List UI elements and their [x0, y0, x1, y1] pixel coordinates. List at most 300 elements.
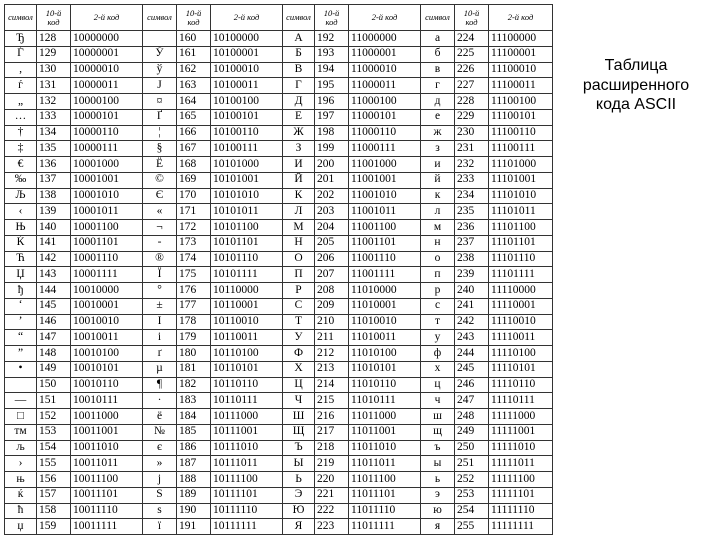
symbol-cell: џ [5, 519, 37, 535]
decimal-cell: 149 [37, 361, 71, 377]
symbol-cell: ї [143, 519, 177, 535]
symbol-cell: ¶ [143, 377, 177, 393]
decimal-cell: 238 [455, 251, 489, 267]
table-row [5, 487, 553, 503]
symbol-cell: ’ [5, 314, 37, 330]
decimal-cell: 145 [37, 298, 71, 314]
decimal-cell: 230 [455, 125, 489, 141]
symbol-cell: ѕ [143, 503, 177, 519]
symbol-cell: Ќ [5, 235, 37, 251]
decimal-cell: 169 [177, 172, 211, 188]
decimal-cell: 180 [177, 346, 211, 362]
table-row [5, 204, 553, 220]
decimal-cell: 255 [455, 519, 489, 535]
decimal-cell: 242 [455, 314, 489, 330]
symbol-cell: ф [421, 346, 455, 362]
binary-cell: 11010100 [349, 346, 421, 362]
decimal-cell: 162 [177, 62, 211, 78]
decimal-cell: 249 [455, 424, 489, 440]
decimal-cell: 153 [37, 424, 71, 440]
symbol-cell: ° [143, 283, 177, 299]
symbol-cell: Л [283, 204, 315, 220]
binary-cell: 10000111 [71, 141, 143, 157]
decimal-cell: 140 [37, 220, 71, 236]
header-binary-code: 2-й код [71, 5, 143, 31]
decimal-cell: 235 [455, 204, 489, 220]
symbol-cell: › [5, 456, 37, 472]
binary-cell: 10011011 [71, 456, 143, 472]
decimal-cell: 139 [37, 204, 71, 220]
binary-cell: 10101100 [211, 220, 283, 236]
decimal-cell: 161 [177, 46, 211, 62]
binary-cell: 10110001 [211, 298, 283, 314]
symbol-cell: в [421, 62, 455, 78]
decimal-cell: 178 [177, 314, 211, 330]
decimal-cell: 206 [315, 251, 349, 267]
decimal-cell: 163 [177, 78, 211, 94]
binary-cell: 11000111 [349, 141, 421, 157]
decimal-cell: 160 [177, 31, 211, 47]
decimal-cell: 234 [455, 188, 489, 204]
binary-cell: 11111110 [489, 503, 553, 519]
symbol-cell: щ [421, 424, 455, 440]
binary-cell: 10000101 [71, 109, 143, 125]
binary-cell: 10001010 [71, 188, 143, 204]
decimal-cell: 189 [177, 487, 211, 503]
decimal-cell: 134 [37, 125, 71, 141]
symbol-cell: З [283, 141, 315, 157]
symbol-cell: ‘ [5, 298, 37, 314]
decimal-cell: 207 [315, 267, 349, 283]
table-row [5, 440, 553, 456]
symbol-cell: о [421, 251, 455, 267]
decimal-cell: 236 [455, 220, 489, 236]
decimal-cell: 156 [37, 472, 71, 488]
binary-cell: 10110011 [211, 330, 283, 346]
table-row [5, 472, 553, 488]
decimal-cell: 135 [37, 141, 71, 157]
decimal-cell: 151 [37, 393, 71, 409]
symbol-cell: Љ [5, 188, 37, 204]
header-decimal-code: 10-й код [177, 5, 211, 31]
decimal-cell: 185 [177, 424, 211, 440]
table-row [5, 78, 553, 94]
symbol-cell: Ф [283, 346, 315, 362]
decimal-cell: 227 [455, 78, 489, 94]
binary-cell: 11011000 [349, 409, 421, 425]
symbol-cell: Ы [283, 456, 315, 472]
symbol-cell: С [283, 298, 315, 314]
symbol-cell: □ [5, 409, 37, 425]
decimal-cell: 216 [315, 409, 349, 425]
binary-cell: 10001110 [71, 251, 143, 267]
binary-cell: 10011010 [71, 440, 143, 456]
symbol-cell: Ж [283, 125, 315, 141]
caption-line: кода ASCII [595, 96, 677, 114]
binary-cell: 10001001 [71, 172, 143, 188]
symbol-cell: Џ [5, 267, 37, 283]
binary-cell: 11101001 [489, 172, 553, 188]
decimal-cell: 232 [455, 157, 489, 173]
binary-cell: 10010001 [71, 298, 143, 314]
decimal-cell: 205 [315, 235, 349, 251]
symbol-cell: „ [5, 94, 37, 110]
decimal-cell: 148 [37, 346, 71, 362]
decimal-cell: 209 [315, 298, 349, 314]
symbol-cell: э [421, 487, 455, 503]
binary-cell: 10011001 [71, 424, 143, 440]
symbol-cell: ‡ [5, 141, 37, 157]
binary-cell: 10111011 [211, 456, 283, 472]
symbol-cell: Н [283, 235, 315, 251]
symbol-cell: тм [5, 424, 37, 440]
binary-cell: 11001110 [349, 251, 421, 267]
binary-cell: 10100110 [211, 125, 283, 141]
decimal-cell: 141 [37, 235, 71, 251]
binary-cell: 10010101 [71, 361, 143, 377]
symbol-cell: ± [143, 298, 177, 314]
symbol-cell: Ѓ [5, 46, 37, 62]
decimal-cell: 170 [177, 188, 211, 204]
decimal-cell: 217 [315, 424, 349, 440]
decimal-cell: 138 [37, 188, 71, 204]
symbol-cell: · [143, 393, 177, 409]
decimal-cell: 199 [315, 141, 349, 157]
symbol-cell: й [421, 172, 455, 188]
decimal-cell: 202 [315, 188, 349, 204]
symbol-cell: ќ [5, 487, 37, 503]
decimal-cell: 198 [315, 125, 349, 141]
decimal-cell: 142 [37, 251, 71, 267]
table-row [5, 188, 553, 204]
symbol-cell: з [421, 141, 455, 157]
decimal-cell: 132 [37, 94, 71, 110]
table-row [5, 393, 553, 409]
binary-cell: 10101101 [211, 235, 283, 251]
table-row [5, 314, 553, 330]
binary-cell: 10001101 [71, 235, 143, 251]
binary-cell: 10011110 [71, 503, 143, 519]
symbol-cell: ¬ [143, 220, 177, 236]
binary-cell: 10100001 [211, 46, 283, 62]
symbol-cell: Ї [143, 267, 177, 283]
binary-cell: 10001111 [71, 267, 143, 283]
decimal-cell: 183 [177, 393, 211, 409]
binary-cell: 10100000 [211, 31, 283, 47]
decimal-cell: 250 [455, 440, 489, 456]
binary-cell: 10000110 [71, 125, 143, 141]
binary-cell: 11111011 [489, 456, 553, 472]
caption-line: расширенного [582, 76, 690, 94]
decimal-cell: 172 [177, 220, 211, 236]
symbol-cell: ” [5, 346, 37, 362]
binary-cell: 11000010 [349, 62, 421, 78]
symbol-cell: § [143, 141, 177, 157]
symbol-cell: “ [5, 330, 37, 346]
table-row [5, 409, 553, 425]
symbol-cell: » [143, 456, 177, 472]
caption-line: Таблица [604, 57, 668, 74]
binary-cell: 10100100 [211, 94, 283, 110]
binary-cell: 10100111 [211, 141, 283, 157]
decimal-cell: 244 [455, 346, 489, 362]
symbol-cell: Д [283, 94, 315, 110]
header-decimal-code: 10-й код [315, 5, 349, 31]
binary-cell: 10011111 [71, 519, 143, 535]
binary-cell: 10110100 [211, 346, 283, 362]
binary-cell: 11010110 [349, 377, 421, 393]
binary-cell: 11100110 [489, 125, 553, 141]
symbol-cell: т [421, 314, 455, 330]
binary-cell: 11110110 [489, 377, 553, 393]
symbol-cell: Є [143, 188, 177, 204]
symbol-cell: х [421, 361, 455, 377]
binary-cell: 10101000 [211, 157, 283, 173]
symbol-cell: © [143, 172, 177, 188]
binary-cell: 10010100 [71, 346, 143, 362]
binary-cell: 10000011 [71, 78, 143, 94]
symbol-cell: ѓ [5, 78, 37, 94]
binary-cell: 11010111 [349, 393, 421, 409]
decimal-cell: 194 [315, 62, 349, 78]
symbol-cell: … [5, 109, 37, 125]
symbol-cell: - [143, 235, 177, 251]
symbol-cell: н [421, 235, 455, 251]
decimal-cell: 218 [315, 440, 349, 456]
symbol-cell: ь [421, 472, 455, 488]
binary-cell: 11011111 [349, 519, 421, 535]
symbol-cell: і [143, 330, 177, 346]
table-row [5, 456, 553, 472]
symbol-cell [5, 377, 37, 393]
table-row [5, 503, 553, 519]
table-row [5, 157, 553, 173]
table-body [5, 31, 553, 535]
binary-cell: 11111111 [489, 519, 553, 535]
decimal-cell: 219 [315, 456, 349, 472]
symbol-cell: Ю [283, 503, 315, 519]
decimal-cell: 225 [455, 46, 489, 62]
symbol-cell: Т [283, 314, 315, 330]
binary-cell: 11011010 [349, 440, 421, 456]
binary-cell: 11101101 [489, 235, 553, 251]
binary-cell: 11001000 [349, 157, 421, 173]
binary-cell: 10111010 [211, 440, 283, 456]
decimal-cell: 245 [455, 361, 489, 377]
decimal-cell: 143 [37, 267, 71, 283]
decimal-cell: 157 [37, 487, 71, 503]
symbol-cell: Ј [143, 78, 177, 94]
binary-cell: 10111111 [211, 519, 283, 535]
symbol-cell: « [143, 204, 177, 220]
symbol-cell: Ц [283, 377, 315, 393]
binary-cell: 11001010 [349, 188, 421, 204]
symbol-cell: к [421, 188, 455, 204]
decimal-cell: 167 [177, 141, 211, 157]
symbol-cell: ‚ [5, 62, 37, 78]
decimal-cell: 177 [177, 298, 211, 314]
binary-cell: 11011110 [349, 503, 421, 519]
table-row [5, 31, 553, 47]
binary-cell: 10011000 [71, 409, 143, 425]
decimal-cell: 173 [177, 235, 211, 251]
symbol-cell: ў [143, 62, 177, 78]
table-row [5, 125, 553, 141]
binary-cell: 11000001 [349, 46, 421, 62]
decimal-cell: 165 [177, 109, 211, 125]
decimal-cell: 184 [177, 409, 211, 425]
table-row [5, 251, 553, 267]
symbol-cell: ® [143, 251, 177, 267]
header-binary-code: 2-й код [489, 5, 553, 31]
binary-cell: 11110100 [489, 346, 553, 362]
binary-cell: 11110111 [489, 393, 553, 409]
symbol-cell: € [5, 157, 37, 173]
ascii-table [4, 4, 553, 535]
symbol-cell: Ђ [5, 31, 37, 47]
binary-cell: 10000001 [71, 46, 143, 62]
binary-cell: 10111110 [211, 503, 283, 519]
binary-cell: 11101110 [489, 251, 553, 267]
binary-cell: 10011100 [71, 472, 143, 488]
symbol-cell: № [143, 424, 177, 440]
binary-cell: 11010101 [349, 361, 421, 377]
binary-cell: 11000101 [349, 109, 421, 125]
table-row [5, 94, 553, 110]
decimal-cell: 193 [315, 46, 349, 62]
symbol-cell: П [283, 267, 315, 283]
binary-cell: 11001001 [349, 172, 421, 188]
decimal-cell: 150 [37, 377, 71, 393]
decimal-cell: 212 [315, 346, 349, 362]
binary-cell: 10101110 [211, 251, 283, 267]
table-row [5, 361, 553, 377]
decimal-cell: 222 [315, 503, 349, 519]
symbol-cell: ¤ [143, 94, 177, 110]
table-row [5, 172, 553, 188]
binary-cell: 11001111 [349, 267, 421, 283]
binary-cell: 10101011 [211, 204, 283, 220]
decimal-cell: 215 [315, 393, 349, 409]
decimal-cell: 203 [315, 204, 349, 220]
symbol-cell: ю [421, 503, 455, 519]
binary-cell: 10000010 [71, 62, 143, 78]
symbol-cell: љ [5, 440, 37, 456]
table-row [5, 283, 553, 299]
binary-cell: 10001011 [71, 204, 143, 220]
decimal-cell: 168 [177, 157, 211, 173]
binary-cell: 11101011 [489, 204, 553, 220]
symbol-cell: Г [283, 78, 315, 94]
binary-cell: 11101111 [489, 267, 553, 283]
symbol-cell: Р [283, 283, 315, 299]
decimal-cell: 181 [177, 361, 211, 377]
header-symbol: символ [283, 5, 315, 31]
decimal-cell: 247 [455, 393, 489, 409]
header-symbol: символ [421, 5, 455, 31]
table-row [5, 267, 553, 283]
decimal-cell: 233 [455, 172, 489, 188]
decimal-cell: 179 [177, 330, 211, 346]
binary-cell: 10111001 [211, 424, 283, 440]
symbol-cell: е [421, 109, 455, 125]
decimal-cell: 237 [455, 235, 489, 251]
binary-cell: 10101111 [211, 267, 283, 283]
symbol-cell: И [283, 157, 315, 173]
decimal-cell: 152 [37, 409, 71, 425]
binary-cell: 10011101 [71, 487, 143, 503]
binary-cell: 11000000 [349, 31, 421, 47]
decimal-cell: 254 [455, 503, 489, 519]
decimal-cell: 182 [177, 377, 211, 393]
binary-cell: 11100111 [489, 141, 553, 157]
decimal-cell: 252 [455, 472, 489, 488]
decimal-cell: 195 [315, 78, 349, 94]
decimal-cell: 210 [315, 314, 349, 330]
binary-cell: 11001100 [349, 220, 421, 236]
binary-cell: 11100000 [489, 31, 553, 47]
binary-cell: 11110000 [489, 283, 553, 299]
binary-cell: 10100101 [211, 109, 283, 125]
table-header-row [5, 5, 553, 31]
table-row [5, 519, 553, 535]
decimal-cell: 164 [177, 94, 211, 110]
decimal-cell: 223 [315, 519, 349, 535]
decimal-cell: 155 [37, 456, 71, 472]
decimal-cell: 200 [315, 157, 349, 173]
binary-cell: 11010000 [349, 283, 421, 299]
decimal-cell: 228 [455, 94, 489, 110]
table-row [5, 330, 553, 346]
decimal-cell: 171 [177, 204, 211, 220]
symbol-cell: Ь [283, 472, 315, 488]
decimal-cell: 197 [315, 109, 349, 125]
binary-cell: 11010010 [349, 314, 421, 330]
decimal-cell: 154 [37, 440, 71, 456]
table-row [5, 377, 553, 393]
header-symbol: символ [5, 5, 37, 31]
decimal-cell: 214 [315, 377, 349, 393]
decimal-cell: 204 [315, 220, 349, 236]
decimal-cell: 187 [177, 456, 211, 472]
decimal-cell: 144 [37, 283, 71, 299]
table-row [5, 346, 553, 362]
binary-cell: 10000000 [71, 31, 143, 47]
symbol-cell: Њ [5, 220, 37, 236]
symbol-cell: ц [421, 377, 455, 393]
symbol-cell: р [421, 283, 455, 299]
decimal-cell: 251 [455, 456, 489, 472]
decimal-cell: 130 [37, 62, 71, 78]
symbol-cell: Я [283, 519, 315, 535]
decimal-cell: 240 [455, 283, 489, 299]
binary-cell: 11111010 [489, 440, 553, 456]
header-binary-code: 2-й код [211, 5, 283, 31]
binary-cell: 10010011 [71, 330, 143, 346]
decimal-cell: 158 [37, 503, 71, 519]
decimal-cell: 176 [177, 283, 211, 299]
symbol-cell: Ѕ [143, 487, 177, 503]
decimal-cell: 248 [455, 409, 489, 425]
binary-cell: 11101000 [489, 157, 553, 173]
decimal-cell: 241 [455, 298, 489, 314]
symbol-cell: с [421, 298, 455, 314]
binary-cell: 11000011 [349, 78, 421, 94]
decimal-cell: 186 [177, 440, 211, 456]
symbol-cell: Щ [283, 424, 315, 440]
symbol-cell: у [421, 330, 455, 346]
decimal-cell: 131 [37, 78, 71, 94]
